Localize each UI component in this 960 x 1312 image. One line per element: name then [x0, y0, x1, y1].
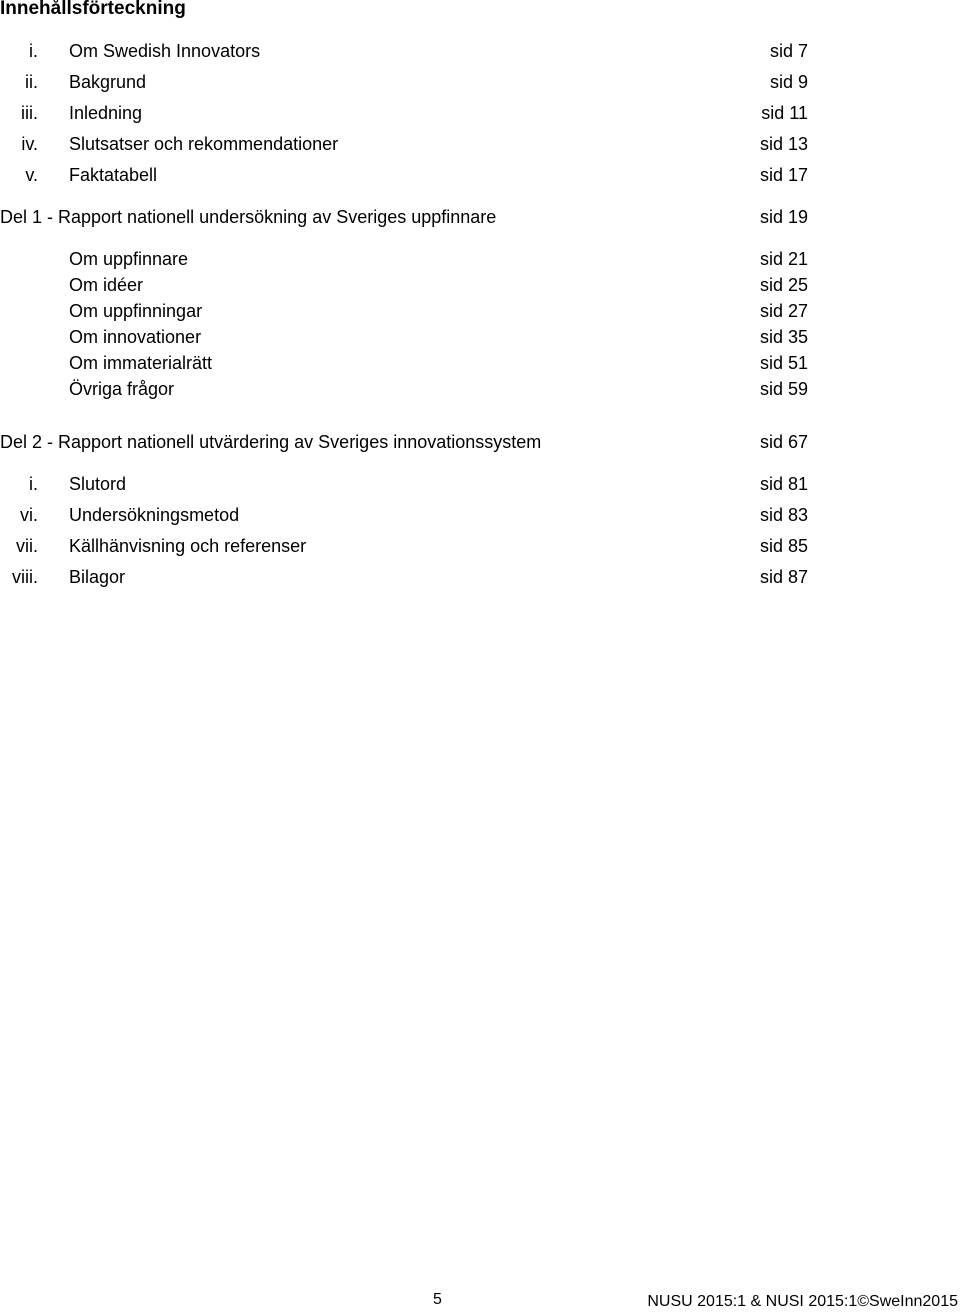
toc-entry-label[interactable]: Källhänvisning och referenser [69, 536, 307, 556]
toc-page-ref: sid 51 [759, 353, 808, 373]
toc-entry-label[interactable]: Om Swedish Innovators [69, 41, 261, 61]
toc-entry-label[interactable]: Slutsatser och rekommendationer [69, 134, 339, 154]
toc-part-label[interactable]: Del 1 - Rapport nationell undersökning av Sveriges uppfinnare [0, 207, 497, 227]
toc-page-ref: sid 27 [759, 301, 808, 321]
toc-page-ref: sid 59 [759, 379, 808, 399]
toc-page-ref: sid 67 [759, 432, 808, 452]
toc-number: iv. [21, 134, 38, 154]
toc-page-ref: sid 25 [759, 275, 808, 295]
toc-subentry-label[interactable]: Om idéer [69, 275, 144, 295]
toc-page-ref: sid 11 [761, 103, 808, 123]
toc-subentry-label[interactable]: Om uppfinningar [69, 301, 203, 321]
toc-number: i. [29, 474, 38, 494]
toc-page-ref: sid 87 [759, 567, 808, 587]
toc-page-ref: sid 81 [759, 474, 808, 494]
toc-number: vi. [20, 505, 38, 525]
toc-subentry-label[interactable]: Övriga frågor [69, 379, 175, 399]
toc-part-label[interactable]: Del 2 - Rapport nationell utvärdering av Sveriges innovationssystem [0, 432, 542, 452]
page-number: 5 [433, 1291, 442, 1308]
toc-entry-label[interactable]: Faktatabell [69, 165, 158, 185]
toc-number: viii. [12, 567, 38, 587]
toc-page-ref: sid 83 [759, 505, 808, 525]
toc-number: v. [25, 165, 38, 185]
toc-entry-label[interactable]: Inledning [69, 103, 143, 123]
toc-entry-label[interactable]: Bilagor [69, 567, 126, 587]
toc-subentry-label[interactable]: Om uppfinnare [69, 249, 189, 269]
toc-page-ref: sid 13 [759, 134, 808, 154]
toc-number: i. [29, 41, 38, 61]
toc-subentry-label[interactable]: Om immaterialrätt [69, 353, 213, 373]
toc-page-ref: sid 7 [769, 41, 808, 61]
toc-subentry-label[interactable]: Om innovationer [69, 327, 202, 347]
toc-entry-label[interactable]: Slutord [69, 474, 127, 494]
footer-reference: NUSU 2015:1 & NUSI 2015:1©SweInn2015 [647, 1293, 958, 1310]
page-title: Innehållsförteckning [0, 0, 186, 19]
toc-page-ref: sid 35 [759, 327, 808, 347]
toc-number: ii. [25, 72, 38, 92]
toc-entry-label[interactable]: Bakgrund [69, 72, 147, 92]
toc-page-ref: sid 21 [759, 249, 808, 269]
toc-number: iii. [21, 103, 38, 123]
toc-page-ref: sid 9 [769, 72, 808, 92]
toc-number: vii. [16, 536, 38, 556]
toc-entry-label[interactable]: Undersökningsmetod [69, 505, 240, 525]
toc-page-ref: sid 19 [759, 207, 808, 227]
toc-page-ref: sid 17 [759, 165, 808, 185]
toc-page-ref: sid 85 [759, 536, 808, 556]
